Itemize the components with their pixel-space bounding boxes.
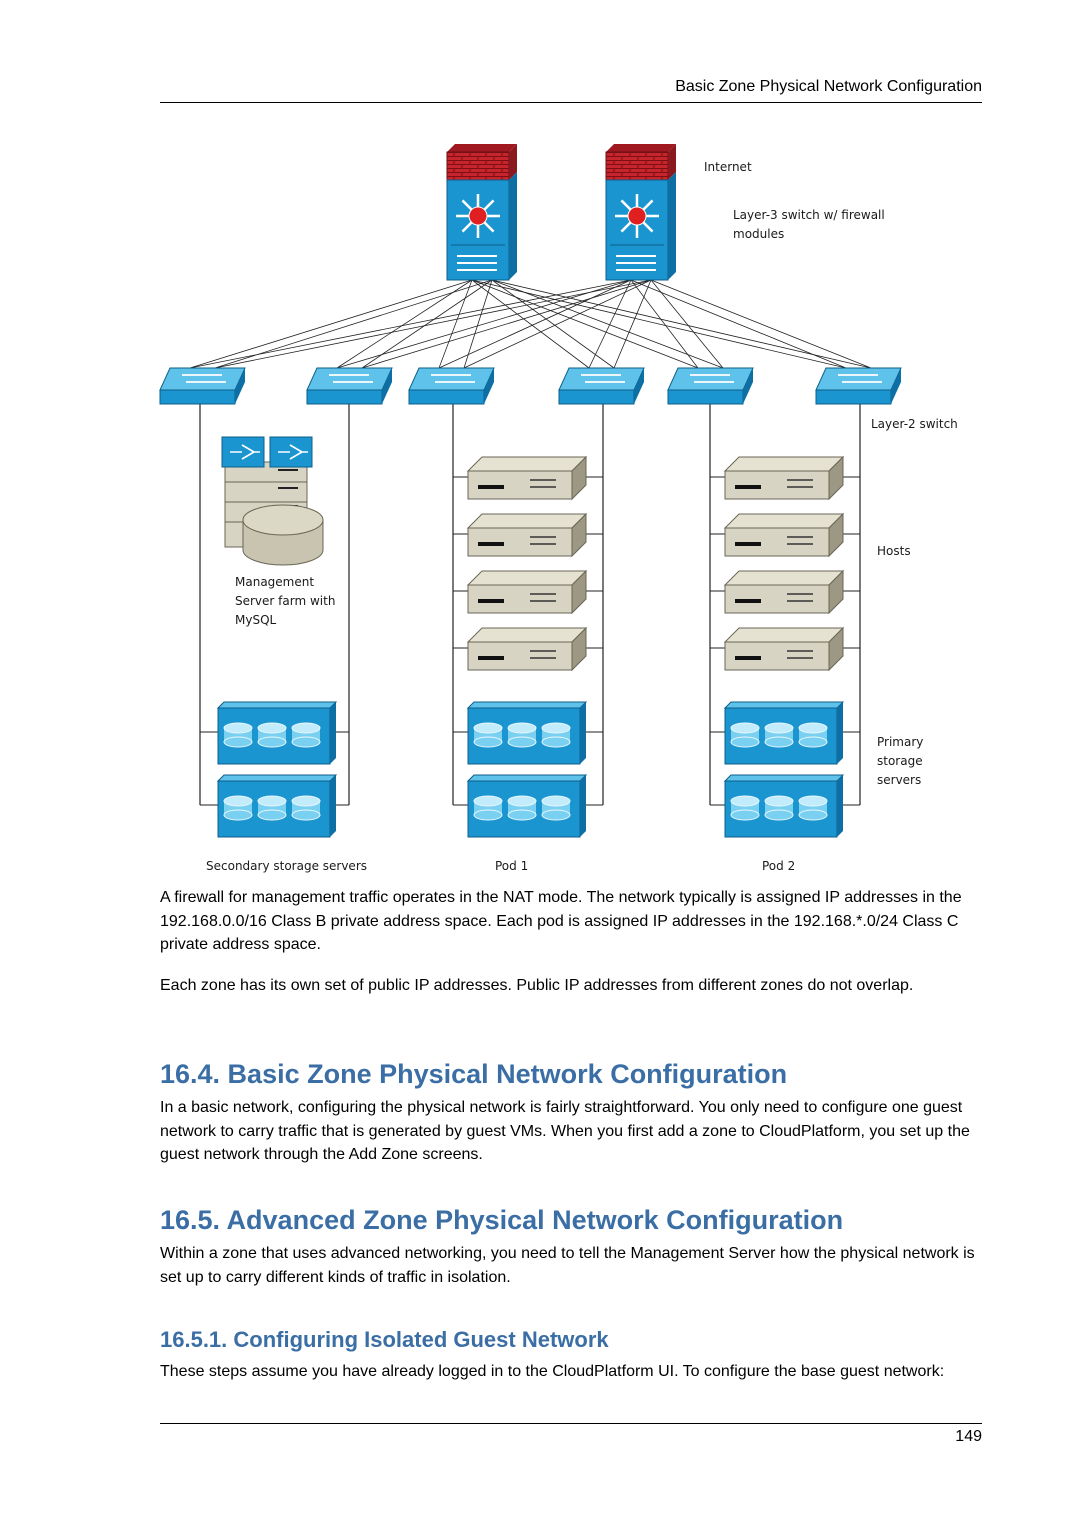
label-management-3: MySQL	[235, 613, 277, 627]
l3-switch-firewall-2	[606, 144, 676, 280]
label-management-1: Management	[235, 575, 315, 589]
host-server	[468, 571, 586, 613]
primary-storage-array	[468, 775, 586, 837]
footer-rule	[160, 1423, 982, 1424]
heading-advanced-zone: 16.5. Advanced Zone Physical Network Configuration	[160, 1205, 844, 1235]
host-server	[468, 514, 586, 556]
l2-switch	[668, 368, 753, 404]
secondary-storage-array	[218, 775, 336, 837]
host-server	[468, 628, 586, 670]
label-primary-2: storage	[877, 754, 923, 768]
l2-switch	[559, 368, 644, 404]
paragraph-public-ip: Each zone has its own set of public IP addresses. Public IP addresses from different zones do not overlap.	[160, 977, 914, 994]
label-management-2: Server farm with	[235, 594, 336, 608]
label-internet: Internet	[704, 160, 752, 174]
l2-switch	[409, 368, 494, 404]
paragraph-steps: These steps assume you have already logged in to the CloudPlatform UI. To configure the base guest network:	[160, 1363, 945, 1380]
heading-basic-zone: 16.4. Basic Zone Physical Network Configuration	[160, 1059, 788, 1089]
paragraph-basic-network: In a basic network, configuring the physical network is fairly straightforward. You only need to configure one guest network to carry traffic that is generated by guest VMs. When you first add a zone to CloudPlatform, you set up the guest network through the Add Zone screens.	[160, 1099, 970, 1163]
label-pod-1: Pod 1	[495, 859, 529, 873]
l2-switch	[307, 368, 392, 404]
host-server	[725, 457, 843, 499]
label-l2-switch: Layer-2 switch	[871, 417, 958, 431]
label-secondary-storage: Secondary storage servers	[206, 859, 368, 873]
host-server	[725, 571, 843, 613]
l3-switch-firewall-1	[447, 144, 517, 280]
page-number: 149	[955, 1428, 982, 1445]
host-server	[725, 514, 843, 556]
heading-isolated-guest: 16.5.1. Configuring Isolated Guest Network	[160, 1327, 609, 1352]
primary-storage-array	[725, 775, 843, 837]
management-server-farm	[222, 437, 323, 565]
l2-switch	[160, 368, 245, 404]
running-header: Basic Zone Physical Network Configuration	[160, 76, 982, 103]
label-l3-switch-1: Layer-3 switch w/ firewall	[733, 208, 885, 222]
uplink-lines	[190, 280, 871, 368]
label-hosts: Hosts	[877, 544, 911, 558]
label-pod-2: Pod 2	[762, 859, 796, 873]
label-primary-3: servers	[877, 773, 922, 787]
secondary-storage-array	[218, 702, 336, 764]
label-primary-1: Primary	[877, 735, 924, 749]
primary-storage-array	[725, 702, 843, 764]
primary-storage-array	[468, 702, 586, 764]
paragraph-firewall-nat: A firewall for management traffic operates in the NAT mode. The network typically is assigned IP addresses in the 192.168.0.0/16 Class B private address space. Each pod is assigned IP addresses in the 192.168.*.0/24 Class C private address space.	[160, 889, 962, 953]
paragraph-advanced-network: Within a zone that uses advanced networking, you need to tell the Management Server how the physical network is set up to carry different kinds of traffic in isolation.	[160, 1245, 975, 1286]
host-server	[725, 628, 843, 670]
l2-switch	[816, 368, 901, 404]
label-l3-switch-2: modules	[733, 227, 785, 241]
host-server	[468, 457, 586, 499]
network-diagram	[150, 132, 980, 882]
